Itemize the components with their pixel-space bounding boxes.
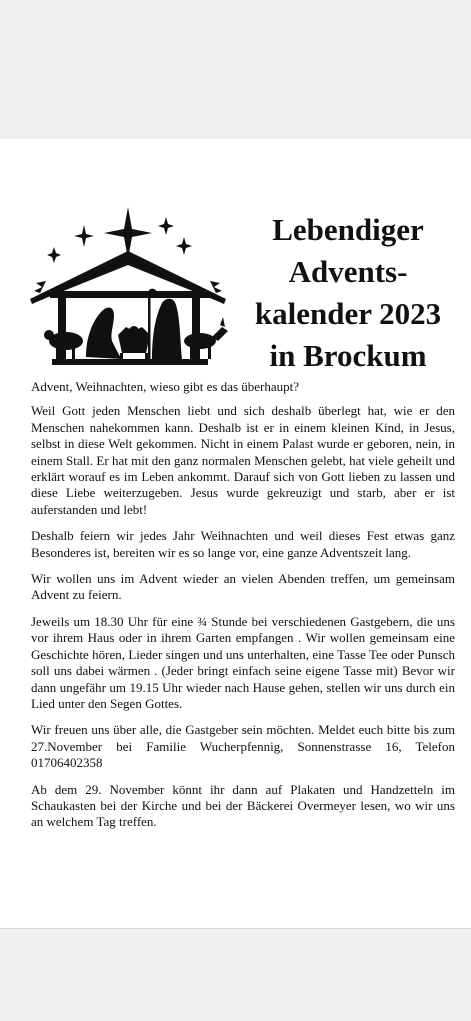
paragraph-schedule: Jeweils um 18.30 Uhr für eine ¾ Stunde bei verschiedenen Gastgebern, die uns vor ihrem Haus oder in ihrem Garten empfangen . Wir wollen gemeinsam eine Geschichte hören, Lieder singen und uns unterhalten, eine Tasse Tee oder Punsch soll uns dabei wärmen . (Jeder bringt einfach seine eigene Tasse mit) Bevor wir dann ungefähr um 19.15 Uhr wieder nach Hause gehen, stellen wir uns durch ein Lied unter den Segen Gottes. [31,613,455,711]
paragraph-where-to-read: Ab dem 29. November könnt ihr dann auf Plakaten und Handzetteln im Schaukasten bei der Kirche und bei der Bäckerei Overmeyer lesen, wo wir uns an welchem Tag treffen. [31,781,455,830]
title-line-1: Lebendiger [272,212,424,247]
document-page [0,139,471,928]
title-line-4: in Brockum [269,338,427,373]
top-margin [0,0,471,139]
document-title [238,209,458,377]
title-line-2: Advents- [288,254,408,289]
nativity-scene-icon [28,207,234,377]
paragraph-evening-meetings: Wir wollen uns im Advent wieder an vielen Abenden treffen, um gemeinsam Advent zu feiern. [31,571,455,603]
bottom-margin [0,928,471,1021]
paragraph-hosts-contact: Wir freuen uns über alle, die Gastgeber sein möchten. Meldet euch bitte bis zum 27.November bei Familie Wucherpfennig, Sonnenstrasse 16, Telefon 01706402358 [31,722,455,771]
intro-question: Advent, Weihnachten, wieso gibt es das überhaupt? [31,379,300,394]
paragraph-advent-time: Deshalb feiern wir jedes Jahr Weihnachten und weil dieses Fest etwas ganz Besonderes ist, bereiten wir es so lange vor, eine ganze Adventszeit lang. [31,528,455,560]
paragraph-why-christmas: Weil Gott jeden Menschen liebt und sich deshalb überlegt hat, wie er den Menschen nahekommen kann. Deshalb ist er in einem kleinen Kind, in Jesus, selbst in diese Welt gekommen. Nicht in einem Palast wurde er geboren, nein, in einem Stall. Er hat mit den ganz normalen Menschen gelebt, hat viele geheilt und erklärt worauf es im Leben ankommt. Darauf sich von Gott lieben zu lassen und diese Liebe weiterzugeben. Jesus wurde gekreuzigt und starb, aber er ist auferstanden und lebt! [31,403,455,517]
title-line-3: kalender 2023 [254,296,442,331]
document-body [31,379,455,841]
